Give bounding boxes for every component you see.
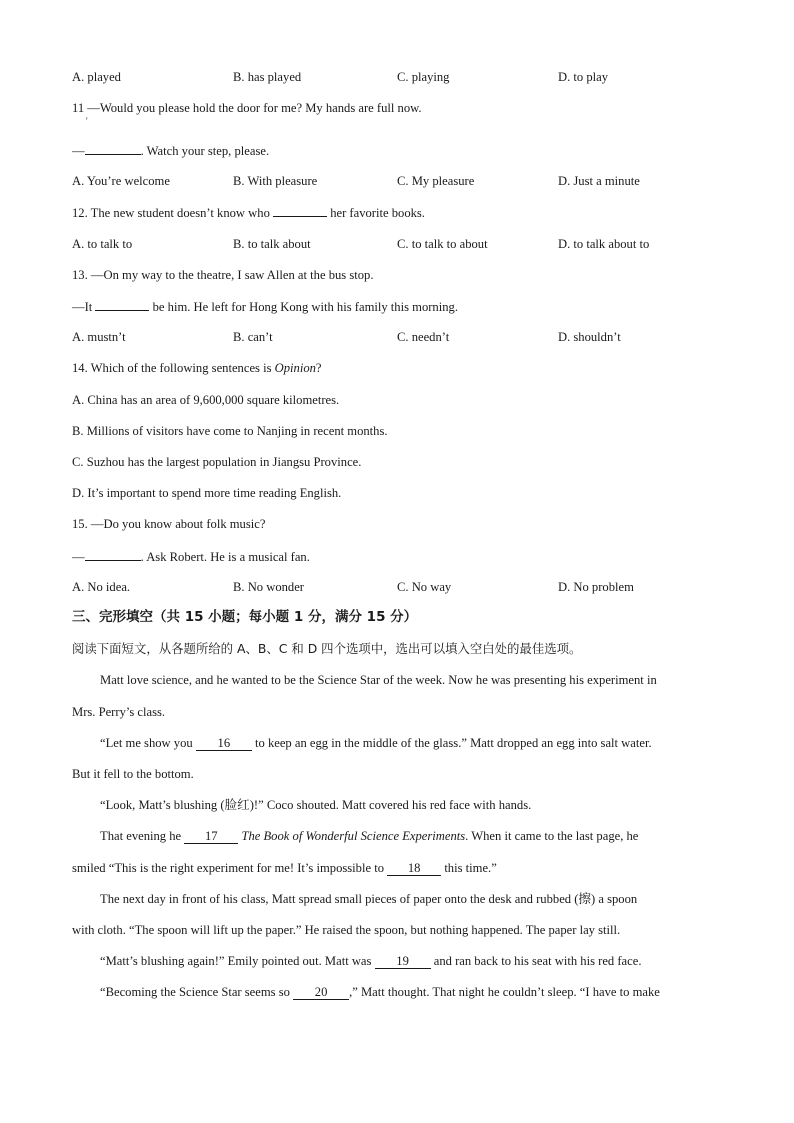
section-heading: 三、完形填空（共 15 小题；每小题 1 分，满分 15 分）	[72, 609, 418, 625]
q15-reply-prefix: —	[72, 550, 85, 564]
q13-reply-post: be him. He left for Hong Kong with his family this morning.	[152, 300, 458, 314]
book-title: The Book of Wonderful Science Experiments	[241, 829, 466, 843]
q10-option-b: B. has played	[233, 70, 302, 84]
q10-option-c: C. playing	[397, 70, 450, 84]
q13-option-b: B. can’t	[233, 330, 273, 344]
q14-option-d: D. It’s important to spend more time reading English.	[72, 486, 342, 500]
q12-option-b: B. to talk about	[233, 237, 311, 251]
p4-text-pre: That evening he	[100, 829, 182, 843]
stray-dot: '	[86, 116, 88, 126]
passage-p2-line1	[100, 735, 652, 751]
q12-blank	[273, 204, 327, 217]
q15-blank	[85, 548, 141, 561]
q12-stem-pre: 12. The new student doesn’t know who	[72, 206, 270, 220]
q13-stem: 13. —On my way to the theatre, I saw Allen at the bus stop.	[72, 268, 374, 282]
q13-blank	[95, 298, 149, 311]
p2-text-post: to keep an egg in the middle of the glass.” Matt dropped an egg into salt water.	[255, 736, 652, 750]
blank-16: 16	[196, 737, 252, 751]
p7-text-pre: “Becoming the Science Star seems so	[100, 985, 290, 999]
q11-reply-prefix: —	[72, 144, 85, 158]
passage-p6	[100, 953, 641, 969]
passage-p4-line1	[100, 828, 638, 844]
q11-blank	[85, 142, 141, 155]
p4-text-post: . When it came to the last page, he	[465, 829, 639, 843]
p6-text-post: and ran back to his seat with his red face.	[433, 954, 642, 968]
blank-20: 20	[293, 986, 349, 1000]
q13-option-c: C. needn’t	[397, 330, 450, 344]
q13-option-a: A. mustn’t	[72, 330, 126, 344]
q11-option-a: A. You’re welcome	[72, 174, 170, 188]
p4-l2-pre: smiled “This is the right experiment for me! It’s impossible to	[72, 861, 384, 875]
passage-p7	[100, 984, 660, 1000]
q11-reply	[72, 142, 269, 159]
q15-option-d: D. No problem	[558, 580, 634, 594]
q12-option-a: A. to talk to	[72, 237, 133, 251]
p2-text-pre: “Let me show you	[100, 736, 193, 750]
q12-option-c: C. to talk to about	[397, 237, 488, 251]
q13-reply-pre: —It	[72, 300, 93, 314]
q15-option-a: A. No idea.	[72, 580, 131, 594]
q12-stem	[72, 204, 425, 221]
q11-option-d: D. Just a minute	[558, 174, 640, 188]
q11-stem: 11 —Would you please hold the door for me? My hands are full now.	[72, 101, 422, 115]
passage-p1-line1: Matt love science, and he wanted to be the Science Star of the week. Now he was presenting his experiment in	[100, 673, 657, 687]
q12-option-d: D. to talk about to	[558, 237, 650, 251]
q15-stem: 15. —Do you know about folk music?	[72, 517, 266, 531]
q10-option-d: D. to play	[558, 70, 609, 84]
passage-p4-line2	[72, 860, 497, 876]
q14-stem-emphasis: Opinion	[274, 361, 316, 375]
q13-option-d: D. shouldn’t	[558, 330, 621, 344]
q11-option-b: B. With pleasure	[233, 174, 318, 188]
blank-18: 18	[387, 862, 441, 876]
q14-option-a: A. China has an area of 9,600,000 square kilometres.	[72, 393, 340, 407]
q15-option-b: B. No wonder	[233, 580, 305, 594]
p7-text-post: ,” Matt thought. That night he couldn’t sleep. “I have to make	[349, 985, 660, 999]
section-instruction: 阅读下面短文，从各题所给的 A、B、C 和 D 四个选项中，选出可以填入空白处的最佳选项。	[72, 641, 582, 656]
blank-17: 17	[184, 830, 238, 844]
passage-p2-line2: But it fell to the bottom.	[72, 767, 194, 781]
p4-l2-post: this time.”	[444, 861, 497, 875]
blank-19: 19	[375, 955, 431, 969]
q12-stem-post: her favorite books.	[330, 206, 425, 220]
q11-reply-suffix: . Watch your step, please.	[140, 144, 270, 158]
q10-option-a: A. played	[72, 70, 121, 84]
q14-option-b: B. Millions of visitors have come to Nanjing in recent months.	[72, 424, 388, 438]
q11-option-c: C. My pleasure	[397, 174, 475, 188]
q14-stem-pre: 14. Which of the following sentences is	[72, 361, 275, 375]
q14-stem	[72, 360, 322, 376]
q15-reply	[72, 548, 310, 565]
passage-p1-line2: Mrs. Perry’s class.	[72, 705, 166, 719]
q14-option-c: C. Suzhou has the largest population in Jiangsu Province.	[72, 455, 362, 469]
passage-p5-line2: with cloth. “The spoon will lift up the paper.” He raised the spoon, but nothing happened. The paper lay still.	[72, 923, 621, 937]
q14-stem-post: ?	[315, 361, 322, 375]
passage-p3: “Look, Matt’s blushing (脸红)!” Coco shouted. Matt covered his red face with hands.	[100, 798, 532, 812]
q13-reply	[72, 298, 458, 315]
p6-text-pre: “Matt’s blushing again!” Emily pointed out. Matt was	[100, 954, 372, 968]
passage-p5-line1: The next day in front of his class, Matt spread small pieces of paper onto the desk and rubbed (擦) a spoon	[100, 892, 638, 906]
q15-option-c: C. No way	[397, 580, 452, 594]
q15-reply-suffix: . Ask Robert. He is a musical fan.	[140, 550, 310, 564]
